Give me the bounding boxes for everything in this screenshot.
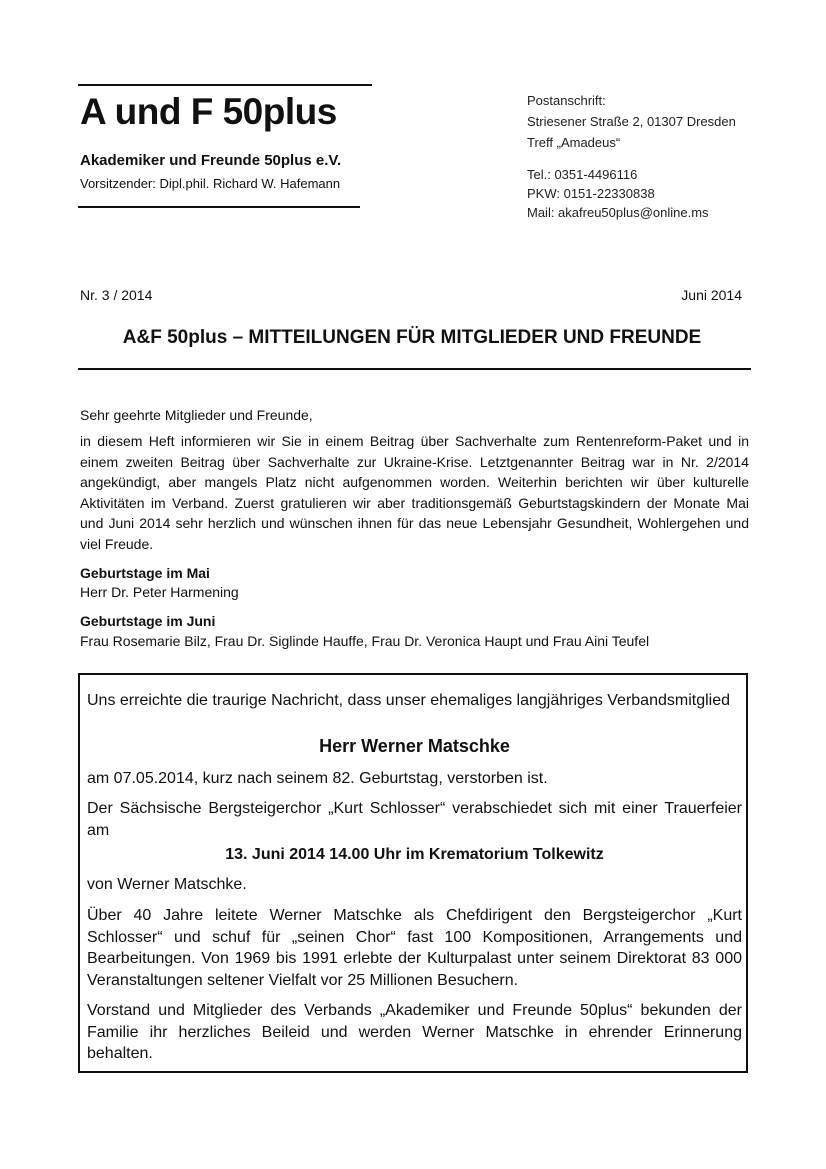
birthdays-june-heading: Geburtstage im Juni: [80, 613, 216, 629]
issue-number: Nr. 3 / 2014: [80, 287, 153, 303]
intro-paragraph: in diesem Heft informieren wir Sie in einem Beitrag über Sachverhalte zum Rentenreform-Paket und in einem zweiten Beitrag über Sachverhalte zur Ukraine-Krise. Letztgenannter Beitrag war in Nr. 2/2014 angekündigt, aber mangels Platz nicht aufgenommen worden. Weiterhin berichten wir über kulturelle Aktivitäten im Verband. Zuerst gratulieren wir aber traditionsgemäß Geburtstagskindern der Monate Mai und Juni 2014 sehr herzlich und wünschen ihnen für das neue Lebensjahr Gesundheit, Wohlergehen und viel Freude.: [80, 433, 749, 552]
issue-date: Juni 2014: [681, 287, 742, 303]
obituary-ceremony: Der Sächsische Bergsteigerchor „Kurt Schlosser“ verabschiedet sich mit einer Trauerfeier am: [87, 800, 742, 839]
obituary-biography: Über 40 Jahre leitete Werner Matschke als Chefdirigent den Bergsteigerchor „Kurt Schlosser“ und schuf für „seinen Chor“ fast 100 Kompositionen, Arrangements und Bearbeitungen. Von 1969 bis 1991 erlebte der Kulturpalast unter seinem Direktorat 83 000 Veranstaltungen seltener Vielfalt vor 25 Millionen Besuchern.: [87, 907, 742, 989]
org-full-name: Akademiker und Freunde 50plus e.V.: [80, 152, 342, 169]
obituary-condolences: Vorstand und Mitglieder des Verbands „Akademiker und Freunde 50plus“ bekunden der Familie ihr herzliches Beileid und werden Werner Matschke in ehrender Erinnerung behalten.: [87, 1002, 742, 1062]
obituary-name: Herr Werner Matschke: [319, 736, 510, 756]
obituary-death-date: am 07.05.2014, kurz nach seinem 82. Geburtstag, verstorben ist.: [87, 770, 548, 787]
obituary-from: von Werner Matschke.: [87, 876, 247, 893]
address-street: Striesener Straße 2, 01307 Dresden: [527, 114, 736, 129]
birthdays-may-heading: Geburtstage im Mai: [80, 565, 210, 581]
obituary-event: 13. Juni 2014 14.00 Uhr im Krematorium Tolkewitz: [225, 846, 604, 863]
page-headline: A&F 50plus – MITTEILUNGEN FÜR MITGLIEDER UND FREUNDE: [122, 327, 702, 348]
letterhead-top-rule: [78, 84, 372, 86]
salutation: Sehr geehrte Mitglieder und Freunde,: [80, 407, 313, 423]
birthdays-june-names: Frau Rosemarie Bilz, Frau Dr. Siglinde Hauffe, Frau Dr. Veronica Haupt und Frau Aini Teufel: [80, 633, 650, 649]
address-label: Postanschrift:: [527, 93, 606, 108]
chairman: Vorsitzender: Dipl.phil. Richard W. Hafemann: [80, 176, 341, 191]
letterhead-bottom-rule: [78, 206, 360, 208]
obituary-intro: Uns erreichte die traurige Nachricht, dass unser ehemaliges langjähriges Verbandsmitglied: [87, 692, 731, 709]
headline-rule: [78, 368, 751, 370]
contact-tel: Tel.: 0351-4496116: [527, 167, 638, 182]
contact-pkw: PKW: 0151-22330838: [527, 186, 655, 201]
address-venue: Treff „Amadeus“: [527, 135, 621, 150]
contact-mail: Mail: akafreu50plus@online.ms: [527, 205, 709, 220]
org-name: A und F 50plus: [80, 91, 337, 132]
birthdays-may-names: Herr Dr. Peter Harmening: [80, 584, 239, 600]
